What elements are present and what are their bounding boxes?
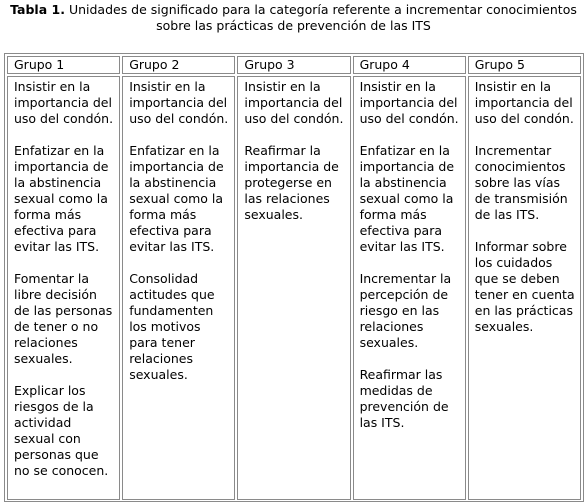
cell-paragraph: Incrementar conocimientos sobre las vías de transmisión de las ITS. (474, 143, 568, 222)
cell-grupo-4 (353, 76, 466, 500)
cell-paragraph: Fomentar la libre decisión de las personas de tener o no relaciones sexuales. (14, 271, 113, 366)
caption-label: Tabla 1. (10, 2, 65, 17)
cell-paragraph: Reafirmar las medidas de prevención de las ITS. (359, 367, 449, 430)
cell-grupo-2 (122, 76, 235, 500)
cell-grupo-5 (468, 76, 581, 500)
cell-paragraph: Insistir en la importancia del uso del condón. (14, 79, 114, 126)
header-row (7, 56, 581, 74)
header-grupo-4: Grupo 4 (353, 56, 466, 74)
cell-paragraph: Insistir en la importancia del uso del condón. (244, 79, 344, 126)
cell-paragraph: Explicar los riesgos de la actividad sexual con personas que no se conocen. (14, 383, 109, 478)
header-grupo-5: Grupo 5 (468, 56, 581, 74)
cell-paragraph: Enfatizar en la importancia de la abstinencia sexual como la forma más efectiva para evitar las ITS. (359, 143, 455, 254)
cell-paragraph: Insistir en la importancia del uso del condón. (359, 79, 459, 126)
cell-paragraph: Enfatizar en la importancia de la abstinencia sexual como la forma más efectiva para evitar las ITS. (129, 143, 224, 254)
cell-grupo-3 (237, 76, 350, 500)
groups-table (5, 54, 583, 502)
header-grupo-3: Grupo 3 (237, 56, 350, 74)
cell-paragraph: Informar sobre los cuidados que se deben tener en cuenta en las prácticas sexuales. (474, 239, 575, 334)
cell-paragraph: Enfatizar en la importancia de la abstinencia sexual como la forma más efectiva para evitar las ITS. (14, 143, 109, 254)
header-grupo-1: Grupo 1 (7, 56, 120, 74)
cell-paragraph: Reafirmar la importancia de protegerse en las relaciones sexuales. (244, 143, 339, 222)
cell-paragraph: Insistir en la importancia del uso del condón. (129, 79, 229, 126)
table-caption (0, 2, 587, 34)
table-row (7, 76, 581, 500)
table-frame (4, 53, 584, 502)
cell-grupo-1 (7, 76, 120, 500)
cell-paragraph: Consolidad actitudes que fundamenten los motivos para tener relaciones sexuales. (129, 271, 215, 382)
cell-paragraph: Insistir en la importancia del uso del condón. (474, 79, 574, 126)
header-grupo-2: Grupo 2 (122, 56, 235, 74)
caption-text: Unidades de significado para la categoría referente a incrementar conocimientos sobre las prácticas de prevención de las ITS (68, 2, 577, 33)
cell-paragraph: Incrementar la percepción de riesgo en las relaciones sexuales. (359, 271, 452, 350)
